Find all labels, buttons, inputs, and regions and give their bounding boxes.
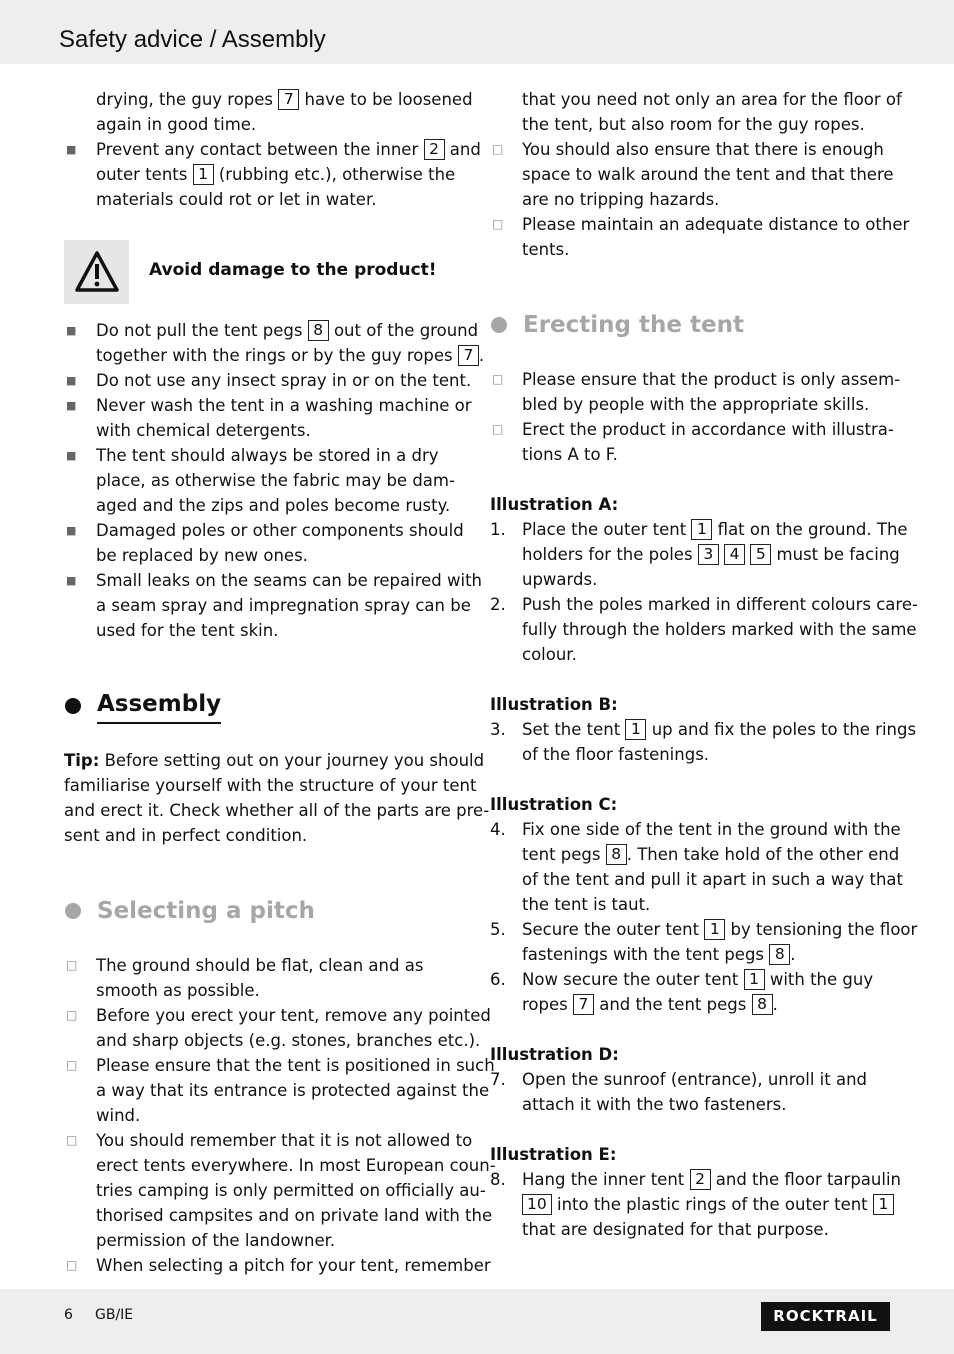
hollow-square-bullet-icon: □	[492, 372, 504, 386]
part-ref: 8	[606, 844, 627, 865]
step-item: 7. Open the sunroof (entrance), unroll it and attach it with the two fasteners.	[490, 1070, 868, 1114]
part-ref: 1	[704, 919, 725, 940]
warning-callout	[64, 240, 464, 306]
step-item: 6. Now secure the outer tent 1 with the guy ropes 7 and the tent pegs 8 .	[490, 970, 874, 1014]
square-bullet-icon: ■	[66, 143, 77, 156]
warning-icon-box	[64, 240, 129, 304]
tip-paragraph: Tip: Before setting out on your journey you should familiarise yourself with the structure of your tent and erect it. Check whether all of the parts are pre- sent and in perfect condition.	[64, 751, 490, 845]
warning-title: Avoid damage to the product!	[149, 260, 437, 280]
part-ref: 7	[573, 994, 594, 1015]
list-item: drying, the guy ropes 7 have to be loosened again in good time.	[96, 90, 473, 134]
square-bullet-icon: ■	[66, 524, 77, 537]
section-bullet-icon	[65, 903, 81, 919]
square-bullet-icon: ■	[66, 374, 77, 387]
hollow-square-bullet-icon: □	[66, 1058, 78, 1072]
part-ref: 2	[424, 139, 445, 160]
hollow-square-bullet-icon: □	[492, 142, 504, 156]
part-ref: 4	[724, 544, 745, 565]
step-item: 3. Set the tent 1 up and fix the poles to the rings of the floor fastenings.	[490, 720, 917, 764]
section-heading-assembly: Assembly	[64, 686, 464, 726]
list-item: □ You should remember that it is not allowed to erect tents everywhere. In most European coun- tries camping is only permitted on officially au- thorised campsites and on private land with the permission of the landowner.	[66, 1131, 496, 1250]
hollow-square-bullet-icon: □	[492, 217, 504, 231]
part-ref: 7	[278, 89, 299, 110]
part-ref: 2	[690, 1169, 711, 1190]
step-item: 1. Place the outer tent 1 flat on the ground. The holders for the poles 3 4 5 must be facing upwards.	[490, 520, 908, 589]
hollow-square-bullet-icon: □	[66, 1133, 78, 1147]
square-bullet-icon: ■	[66, 324, 77, 337]
part-ref: 10	[522, 1194, 552, 1215]
part-ref: 3	[698, 544, 719, 565]
section-heading-erecting-tent: Erecting the tent	[490, 305, 892, 345]
right-column	[490, 87, 918, 1242]
page-number: 6	[64, 1307, 73, 1323]
square-bullet-icon: ■	[66, 574, 77, 587]
part-ref: 1	[691, 519, 712, 540]
part-ref: 1	[625, 719, 646, 740]
part-ref: 1	[193, 164, 214, 185]
step-item: 5. Secure the outer tent 1 by tensioning the floor fastenings with the tent pegs 8 .	[490, 920, 918, 964]
list-item: ■ Damaged poles or other components should be replaced by new ones.	[66, 521, 464, 565]
part-ref: 1	[873, 1194, 894, 1215]
illustration-b-heading: Illustration B:	[490, 695, 618, 714]
list-item: ■ Do not pull the tent pegs 8 out of the ground together with the rings or by the guy ropes 7 .	[66, 321, 485, 365]
warning-triangle-icon	[74, 250, 120, 294]
section-bullet-icon	[491, 317, 507, 333]
part-ref: 8	[752, 994, 773, 1015]
language-code: GB/IE	[95, 1307, 134, 1323]
illustration-d-heading: Illustration D:	[490, 1045, 619, 1064]
list-item: □ You should also ensure that there is enough space to walk around the tent and that there are no tripping hazards.	[492, 140, 894, 209]
list-item: ■ Never wash the tent in a washing machine or with chemical detergents.	[66, 396, 472, 440]
part-ref: 7	[458, 345, 479, 366]
section-bullet-icon	[65, 698, 81, 714]
illustration-c-heading: Illustration C:	[490, 795, 618, 814]
hollow-square-bullet-icon: □	[66, 958, 78, 972]
list-item: ■ Small leaks on the seams can be repaired with a seam spray and impregnation spray can be used for the tent skin.	[66, 571, 483, 640]
hollow-square-bullet-icon: □	[66, 1258, 78, 1272]
list-item: □ Please ensure that the product is only assem- bled by people with the appropriate skills.	[492, 370, 901, 414]
list-item: □ The ground should be flat, clean and as smooth as possible.	[66, 956, 424, 1000]
list-item: □ Erect the product in accordance with illustra- tions A to F.	[492, 420, 894, 464]
hollow-square-bullet-icon: □	[492, 422, 504, 436]
list-item: □ Please maintain an adequate distance to other tents.	[492, 215, 910, 259]
step-item: 2. Push the poles marked in different colours care- fully through the holders marked with the same colour.	[490, 595, 918, 664]
part-ref: 5	[750, 544, 771, 565]
list-item: ■ Prevent any contact between the inner 2 and outer tents 1 (rubbing etc.), otherwise the materials could rot or let in water.	[66, 140, 481, 209]
page-header	[0, 0, 954, 64]
hollow-square-bullet-icon: □	[66, 1008, 78, 1022]
left-column	[64, 87, 496, 1278]
list-item: □ When selecting a pitch for your tent, remember	[66, 1256, 491, 1275]
illustration-e-heading: Illustration E:	[490, 1145, 617, 1164]
list-item: that you need not only an area for the floor of the tent, but also room for the guy ropes.	[522, 90, 902, 134]
list-item: □ Before you erect your tent, remove any pointed and sharp objects (e.g. stones, branches etc.).	[66, 1006, 491, 1050]
page-title: Safety advice / Assembly	[59, 26, 326, 53]
step-item: 4. Fix one side of the tent in the ground with the tent pegs 8 . Then take hold of the other end of the tent and pull it apart in such a way that the tent is taut.	[490, 820, 903, 914]
brand-logo: ROCKTRAIL	[761, 1302, 890, 1331]
part-ref: 8	[769, 944, 790, 965]
step-item: 8. Hang the inner tent 2 and the floor tarpaulin 10 into the plastic rings of the outer tent 1 that are designated for that purpose.	[490, 1170, 901, 1239]
list-item: □ Please ensure that the tent is positioned in such a way that its entrance is protected against the wind.	[66, 1056, 495, 1125]
part-ref: 8	[308, 320, 329, 341]
square-bullet-icon: ■	[66, 399, 77, 412]
square-bullet-icon: ■	[66, 449, 77, 462]
list-item: ■ Do not use any insect spray in or on the tent.	[66, 371, 472, 390]
list-item: ■ The tent should always be stored in a dry place, as otherwise the fabric may be dam- aged and the zips and poles become rusty.	[66, 446, 455, 515]
page-footer	[0, 1289, 954, 1354]
part-ref: 1	[744, 969, 765, 990]
section-heading-selecting-pitch: Selecting a pitch	[64, 891, 464, 931]
illustration-a-heading: Illustration A:	[490, 495, 619, 514]
